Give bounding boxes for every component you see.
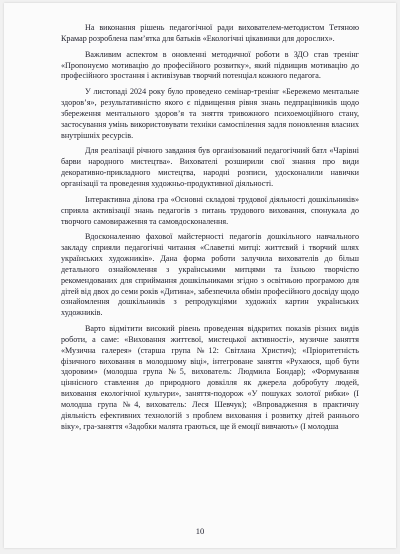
paragraph-pedagogical-battle: Для реалізації річного завдання був організований педагогічний батл «Чарівні барви народного мистецтва». Вихователі розширили свої знання про види декоративно-прикладного мистецтва, народні розписи, удосконалили навички організації та проведення художньо-продуктивної діяльності. <box>61 146 359 188</box>
paragraph-memo: На виконання рішень педагогічної ради вихователем-методистом Тетяною Крамар розроблена пам’ятка для батьків «Екологічні цікавинки для дорослих». <box>61 23 359 43</box>
document-page <box>4 3 396 548</box>
paragraph-seminar-mental-health: У листопаді 2024 року було проведено семінар-тренінг «Бережемо ментальне здоров’я», результативністю якого є підвищення рівня знань педпрацівників щодо збереження ментального здоров’я та зняття тривожного психоемоційного стану, застосування умінь використовувати техніки самоспілення задля поновлення власних внутрішніх ресурсів. <box>61 87 359 140</box>
page-number: 10 <box>195 526 205 536</box>
paragraph-open-lessons: Варто відмітити високий рівень проведення відкритих показів різних видів роботи, а саме: «Виховання життєвої, мистецької активності», музичне заняття «Музична галерея» (старша група №12: Світлана Христич); «Пріоритетність фізичного виховання в молодшому віці», інтегроване заняття «Рухаюся, щоб бути здоровим» (молодша група №5, вихователь: Людмила Бондар); «Формування ціннісного ставлення до природного довкілля як джерела добробуту людей, виховання екологічної культури», заняття-подорож «У пошуках золотої рибки» (І молодша група №4, вихователь: Леся Шевчук); «Впровадження в практичну діяльність ефективних технологій з проблем виховання і розвитку дітей раннього віку», гра-заняття «Задобки малята граються, ще й емоції вивчають» (І молодша <box>61 324 359 431</box>
page-body <box>61 23 359 438</box>
paragraph-pedagogical-readings: Вдосконаленню фахової майстерності педагогів дошкільного навчального закладу сприяли педагогічні читання «Славетні митці: життєвий і творчий шлях українських художників». Дана форма роботи залучила вихователів до більш детального ознайомлення з українськими митцями та їхньою творчістю рекомендованих для сприймання дошкільниками згідно з освітньою програмою для дітей від двох до семи років «Дитина», забезпечила обмін професійного досвіду щодо ознайомлення дошкільників з репродукціями художніх картин українських художників. <box>61 232 359 318</box>
paragraph-business-game: Інтерактивна ділова гра «Основні складові трудової діяльності дошкільників» сприяла активізації знань педагогів з питань трудового виховання, спонукала до творчого самовираження та самовдосконалення. <box>61 194 359 226</box>
paragraph-training-motivation: Важливим аспектом в оновленні методичної роботи в ЗДО став тренінг «Пропонуємо мотивацію до професійного розвитку», який підвищив мотивацію до професійного зростання і активізував творчий потенціал кожного педагога. <box>61 49 359 81</box>
